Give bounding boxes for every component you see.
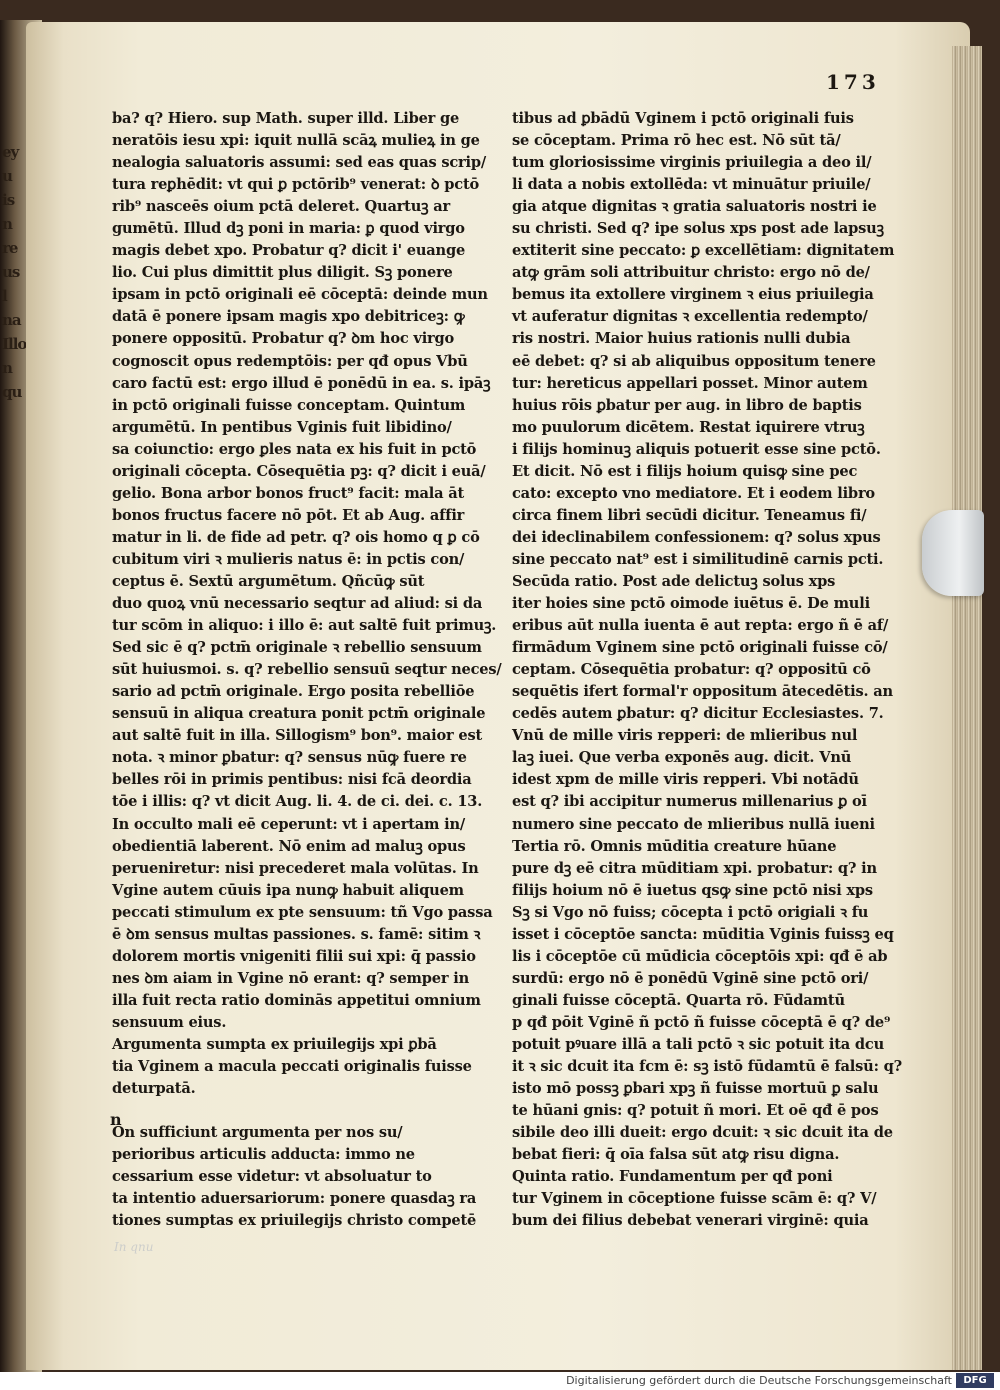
text-line: Et dicit. Nō est i filijs hoium quisꝙ sine pec <box>512 462 858 480</box>
text-line: bum dei filius debebat venerari virginē: quia <box>512 1212 869 1230</box>
text-line: nealogia saluatoris assumi: sed eas quas scrip/ <box>112 154 487 172</box>
text-line: est q? ibi accipitur numerus millenarius ꝑ oī <box>512 793 867 811</box>
text-line: tia Vginem a macula peccati originalis fuisse <box>112 1058 472 1076</box>
text-line: ris nostri. Maior huius rationis nulli dubia <box>512 330 851 348</box>
text-line: ta intentio aduersariorum: ponere quasdaꝫ ra <box>112 1190 477 1208</box>
text-line: su christi. Sed q? ipe solus xps post ade lapsuꝫ <box>512 220 884 238</box>
text-line: sario ad pctm̄ originale. Ergo posita rebelliōe <box>112 683 475 701</box>
text-line: sa coiunctio: ergo ꝑles nata ex his fuit in pctō <box>112 440 477 458</box>
text-line: Sed sic ē q? pctm̄ originale ꝛ rebellio sensuum <box>112 639 482 657</box>
text-line: belles rōi in primis pentibus: nisi fcā deordia <box>112 771 472 789</box>
text-line: mo puulorum dicētem. Restat iquirere vtruꝫ <box>512 418 865 436</box>
text-line: tiones sumptas ex priuilegijs christo competē <box>112 1212 477 1230</box>
text-line: tur Vginem in cōceptione fuisse scām ē: q? V/ <box>512 1190 877 1208</box>
text-line: ginali fuisse cōceptā. Quarta rō. Fūdamtū <box>512 991 845 1009</box>
dfg-logo: DFG <box>956 1373 994 1388</box>
text-line: Sꝫ si Vgo nō fuiss; cōcepta i pctō origiali ꝛ fu <box>512 903 869 921</box>
text-line: aut saltē fuit in illa. Sillogism⁹ bon⁹. maior est <box>112 727 483 745</box>
text-line: isto mō possꝫ ꝑbari xpꝫ ñ fuisse mortuū ꝑ salu <box>512 1080 879 1098</box>
text-line: duo quoꝝ vnū necessario seqtur ad aliud: si da <box>112 595 483 613</box>
text-line: datā ē ponere ipsam magis xpo debitriceꝫ: ꝙ <box>112 308 465 326</box>
show-through-text: In qnu <box>114 1240 154 1254</box>
page-clip <box>922 510 984 596</box>
text-line: sequētis ifert formal'r oppositum ātecedētis. an <box>512 683 893 701</box>
right-text-column <box>512 108 903 1232</box>
text-line: pure dꝫ eē citra mūditiam xpi. probatur: q? in <box>512 859 877 877</box>
text-line: isset i cōceptōe sancta: mūditia Vginis fuissꝫ eq <box>512 925 894 943</box>
text-line: illa fuit recta ratio dominās appetitui omnium <box>112 991 481 1009</box>
text-line <box>112 1100 490 1122</box>
text-line: On sufficiunt argumenta per nos su/ <box>112 1124 403 1142</box>
text-line: ponere oppositū. Probatur q? ꝺm hoc virgo <box>112 330 455 348</box>
text-line: idest xpm de mille viris repperi. Vbi notādū <box>512 771 859 789</box>
text-line: i filijs hominuꝫ aliquis potuerit esse sine pctō. <box>512 440 881 458</box>
text-line: se cōceptam. Prima rō hec est. Nō sūt tā/ <box>512 132 841 150</box>
text-line: sine peccato nat⁹ est i similitudinē carnis pcti. <box>512 550 884 568</box>
text-line: firmādum Vginem sine pctō originali fuisse cō/ <box>512 639 888 657</box>
text-line: argumētū. In pentibus Vginis fuit libidino/ <box>112 418 452 436</box>
text-line: tur scōm in aliquo: i illo ē: aut saltē fuit primuꝫ. <box>112 617 497 635</box>
text-line: lis i cōceptōe cū mūdicia cōceptōis xpi: qđ ē ab <box>512 947 888 965</box>
folio-number: 173 <box>826 70 880 94</box>
text-line: lio. Cui plus dimittit plus diligit. Sꝫ ponere <box>112 264 453 282</box>
text-line: bebat fieri: q̄ oīa falsa sūt atꝙ risu digna. <box>512 1146 840 1164</box>
text-line: p qđ pōit Vginē ñ pctō ñ fuisse cōceptā ē q? de⁹ <box>512 1013 891 1031</box>
text-line: li data a nobis extollēda: vt minuātur priuile/ <box>512 176 871 194</box>
left-text-column <box>112 108 502 1232</box>
text-line: vt auferatur dignitas ꝛ excellentia redempto/ <box>512 308 868 326</box>
text-line: eribus aūt nulla iuenta ē aut repta: ergo ñ ē af/ <box>512 617 889 635</box>
text-line: Tertia rō. Omnis mūditia creature hūane <box>512 837 837 855</box>
text-line: surdū: ergo nō ē ponēdū Vginē sine pctō ori/ <box>512 969 869 987</box>
text-line: caro factū est: ergo illud ē ponēdū in ea. s. ipāꝫ <box>112 374 491 392</box>
text-line: tibus ad ꝑbādū Vginem i pctō originali fuis <box>512 110 854 127</box>
guide-letter: n <box>110 1110 122 1129</box>
text-line: cessarium esse videtur: vt absoluatur to <box>112 1168 432 1186</box>
text-line: extiterit sine peccato: ꝑ excellētiam: dignitatem <box>512 242 895 260</box>
text-line: tum gloriosissime virginis priuilegia a deo il/ <box>512 154 872 172</box>
text-line: ba? q? Hiero. sup Math. super illd. Liber ge <box>112 110 460 127</box>
text-line: neratōis iesu xpi: iquit nullā scāꝝ mulieꝝ in ge <box>112 132 480 150</box>
text-line: ē ꝺm sensus multas passiones. s. famē: sitim ꝛ <box>112 925 481 943</box>
text-line: Secūda ratio. Post ade delictuꝫ solus xps <box>512 572 836 590</box>
text-line: sūt huiusmoi. s. q? rebellio sensuū seqtur neces/ <box>112 661 502 679</box>
text-line: cubitum viri ꝛ mulieris natus ē: in pctis con/ <box>112 550 465 568</box>
text-line: perioribus articulis adducta: immo ne <box>112 1146 415 1164</box>
text-line: ipsam in pctō originali eē cōceptā: deinde mun <box>112 286 488 304</box>
text-line: gia atque dignitas ꝛ gratia saluatoris nostri ie <box>512 198 877 216</box>
text-line: In occulto mali eē ceperunt: vt i apertam in/ <box>112 815 465 833</box>
text-line: tura reꝑhēdit: vt qui ꝑ pctōrib⁹ venerat: ꝺ pctō <box>112 176 480 194</box>
text-line: cedēs autem ꝑbatur: q? dicitur Ecclesiastes. 7. <box>512 705 884 723</box>
text-line: obedientiā laberent. Nō enim ad maluꝫ opus <box>112 837 466 855</box>
text-line: ceptam. Cōsequētia probatur: q? oppositū cō <box>512 661 871 679</box>
page-fore-edge <box>952 46 982 1370</box>
text-line: cato: excepto vno mediatore. Et i eodem libro <box>512 484 875 502</box>
text-line: cognoscit opus redemptōis: per qđ opus Vbū <box>112 352 468 370</box>
text-line: nota. ꝛ minor ꝑbatur: q? sensus nūꝙ fuere re <box>112 749 467 767</box>
text-line: nes ꝺm aiam in Vgine nō erant: q? semper in <box>112 969 469 987</box>
text-line: rib⁹ nasceēs oium pctā deleret. Quartuꝫ ar <box>112 198 451 216</box>
text-line: huius rōis ꝑbatur per aug. in libro de baptis <box>512 396 862 414</box>
text-line: dei ideclinabilem confessionem: q? solus xpus <box>512 528 881 546</box>
text-line: bonos fructus facere nō pōt. Et ab Aug. affir <box>112 506 465 524</box>
text-line: magis debet xpo. Probatur q? dicit i' euange <box>112 242 466 260</box>
text-line: Quinta ratio. Fundamentum per qđ poni <box>512 1168 833 1186</box>
text-line: laꝫ iuei. Que verba exponēs aug. dicit. Vnū <box>512 749 852 767</box>
text-line: numero sine peccato de mlieribus nullā iueni <box>512 815 875 833</box>
text-line: tur: hereticus appellari posset. Minor autem <box>512 374 868 392</box>
text-line: gelio. Bona arbor bonos fruct⁹ facit: mala āt <box>112 484 465 502</box>
text-line: bemus ita extollere virginem ꝛ eius priuilegia <box>512 286 874 304</box>
text-line: iter hoies sine pctō oimode iuētus ē. De muli <box>512 595 870 613</box>
text-line: originali cōcepta. Cōsequētia pꝫ: q? dicit i euā/ <box>112 462 486 480</box>
text-line: it ꝛ sic dcuit ita fcm ē: sꝫ istō fūdamtū ē falsū: q? <box>512 1058 903 1076</box>
text-line: tōe i illis: q? vt dicit Aug. li. 4. de ci. dei. c. 13. <box>112 793 483 811</box>
text-line: sensuum eius. <box>112 1013 227 1031</box>
credit-bar <box>0 1372 1000 1390</box>
text-line: dolorem mortis vnigeniti filii sui xpi: q̄ passio <box>112 947 476 965</box>
text-line: gumētū. Illud dꝫ poni in maria: ꝑ quod virgo <box>112 220 465 238</box>
text-line: Argumenta sumpta ex priuilegijs xpi ꝑbā <box>112 1035 437 1053</box>
text-line: ceptus ē. Sextū argumētum. Qñcūꝙ sūt <box>112 572 425 590</box>
text-line: sibile deo illi dueit: ergo dcuit: ꝛ sic dcuit ita de <box>512 1124 893 1142</box>
previous-page-text-fragment: ey u is n re us l na Illo n qu <box>2 143 27 401</box>
text-line: in pctō originali fuisse conceptam. Quintum <box>112 396 466 414</box>
text-line: te hūani gnis: q? potuit ñ mori. Et oē qđ ē pos <box>512 1102 879 1120</box>
digitization-credit: Digitalisierung gefördert durch die Deutsche Forschungsgemeinschaft <box>566 1374 952 1387</box>
text-line: matur in li. de fide ad petr. q? ois homo q ꝑ cō <box>112 528 480 546</box>
text-line: eē debet: q? si ab aliquibus oppositum tenere <box>512 352 876 370</box>
text-line: potuit pꝰuare illā a tali pctō ꝛ sic potuit ita dcu <box>512 1035 884 1053</box>
text-line: filijs hoium nō ē iuetus qsꝙ sine pctō nisi xps <box>512 881 873 899</box>
text-line: Vnū de mille viris repperi: de mlieribus nul <box>512 727 858 745</box>
text-line: atꝙ grām soli attribuitur christo: ergo nō de/ <box>512 264 870 282</box>
text-line: circa finem libri secūdi dicitur. Teneamus fi/ <box>512 506 867 524</box>
text-line: sensuū in aliqua creatura ponit pctm̄ originale <box>112 705 486 723</box>
text-line: deturpatā. <box>112 1080 196 1098</box>
text-line: Vgine autem cūuis ipa nunꝙ habuit aliquem <box>112 881 464 899</box>
text-line: peccati stimulum ex pte sensuum: tñ Vgo passa <box>112 903 493 921</box>
text-line: perueniretur: nisi precederet mala volūtas. In <box>112 859 479 877</box>
